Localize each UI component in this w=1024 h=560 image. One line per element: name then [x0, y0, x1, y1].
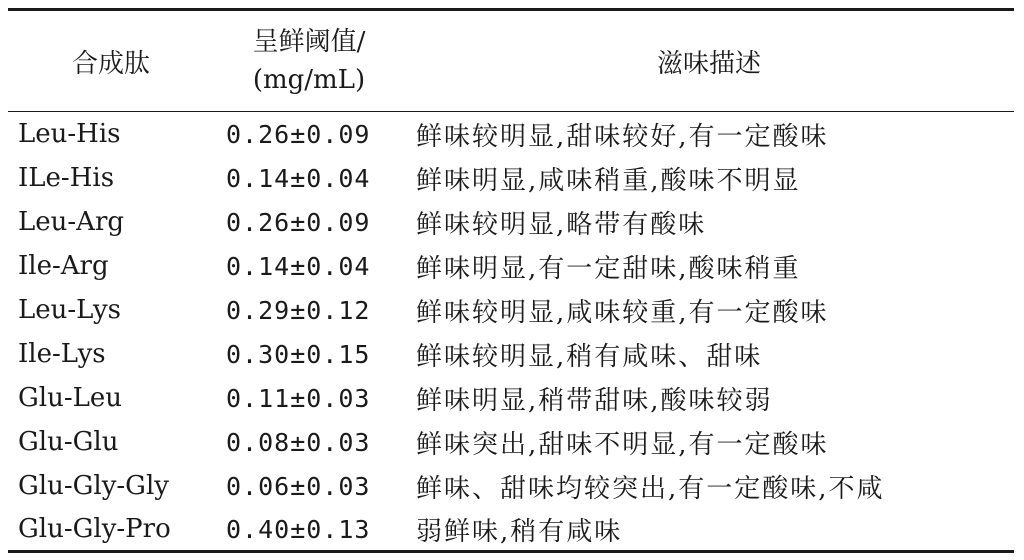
table-row	[8, 200, 1014, 244]
header-peptide: 合成肽	[8, 10, 214, 112]
header-threshold-line1: 呈鲜阈值/	[252, 27, 366, 57]
table-body	[8, 112, 1014, 552]
header-row	[8, 10, 1014, 112]
peptide-cell: Leu-Lys	[18, 295, 122, 325]
description-cell: 鲜味明显,有一定甜味,酸味稍重	[416, 253, 801, 284]
description-cell: 鲜味较明显,略带有酸味	[416, 209, 707, 240]
description-cell: 鲜味明显,稍带甜味,酸味较弱	[416, 385, 773, 416]
header-threshold-line2: (mg/mL)	[252, 65, 366, 95]
peptide-cell: Leu-Arg	[18, 207, 125, 237]
description-cell: 弱鲜味,稍有咸味	[404, 508, 1014, 552]
table-row	[8, 376, 1014, 420]
peptide-cell: Ile-Lys	[18, 339, 106, 369]
header-threshold	[214, 10, 404, 112]
table-row	[8, 332, 1014, 376]
peptide-cell: Glu-Gly-Gly	[18, 471, 169, 501]
threshold-cell: 0.29±0.12	[226, 295, 371, 325]
description-cell: 鲜味突出,甜味不明显,有一定酸味	[416, 429, 829, 460]
peptide-cell: Glu-Glu	[18, 427, 119, 457]
description-cell: 鲜味较明显,咸味较重,有一定酸味	[416, 297, 829, 328]
table-row	[8, 156, 1014, 200]
threshold-cell: 0.11±0.03	[226, 383, 371, 413]
table-row	[8, 288, 1014, 332]
table-row	[8, 508, 1014, 552]
threshold-cell: 0.08±0.03	[226, 427, 371, 457]
peptide-cell: Glu-Leu	[18, 383, 123, 413]
description-cell: 鲜味明显,咸味稍重,酸味不明显	[416, 165, 801, 196]
table-row	[8, 464, 1014, 508]
threshold-cell: 0.26±0.09	[226, 207, 371, 237]
threshold-cell: 0.30±0.15	[226, 339, 371, 369]
table-header	[8, 10, 1014, 112]
peptide-taste-table	[8, 8, 1014, 553]
header-description: 滋味描述	[404, 10, 1014, 112]
table-row	[8, 112, 1014, 157]
threshold-cell: 0.06±0.03	[226, 471, 371, 501]
threshold-cell: 0.14±0.04	[226, 163, 371, 193]
threshold-cell: 0.14±0.04	[226, 251, 371, 281]
peptide-cell: Leu-His	[18, 119, 121, 149]
description-cell: 鲜味较明显,稍有咸味、甜味	[416, 341, 763, 372]
description-cell: 鲜味、甜味均较突出,有一定酸味,不咸	[416, 473, 885, 504]
peptide-cell: Glu-Gly-Pro	[8, 508, 214, 552]
table-row	[8, 244, 1014, 288]
description-cell: 鲜味较明显,甜味较好,有一定酸味	[416, 121, 829, 152]
threshold-cell: 0.40±0.13	[214, 508, 404, 552]
peptide-cell: Ile-Arg	[18, 251, 109, 281]
table-row	[8, 420, 1014, 464]
peptide-cell: ILe-His	[18, 163, 115, 193]
threshold-cell: 0.26±0.09	[226, 119, 371, 149]
